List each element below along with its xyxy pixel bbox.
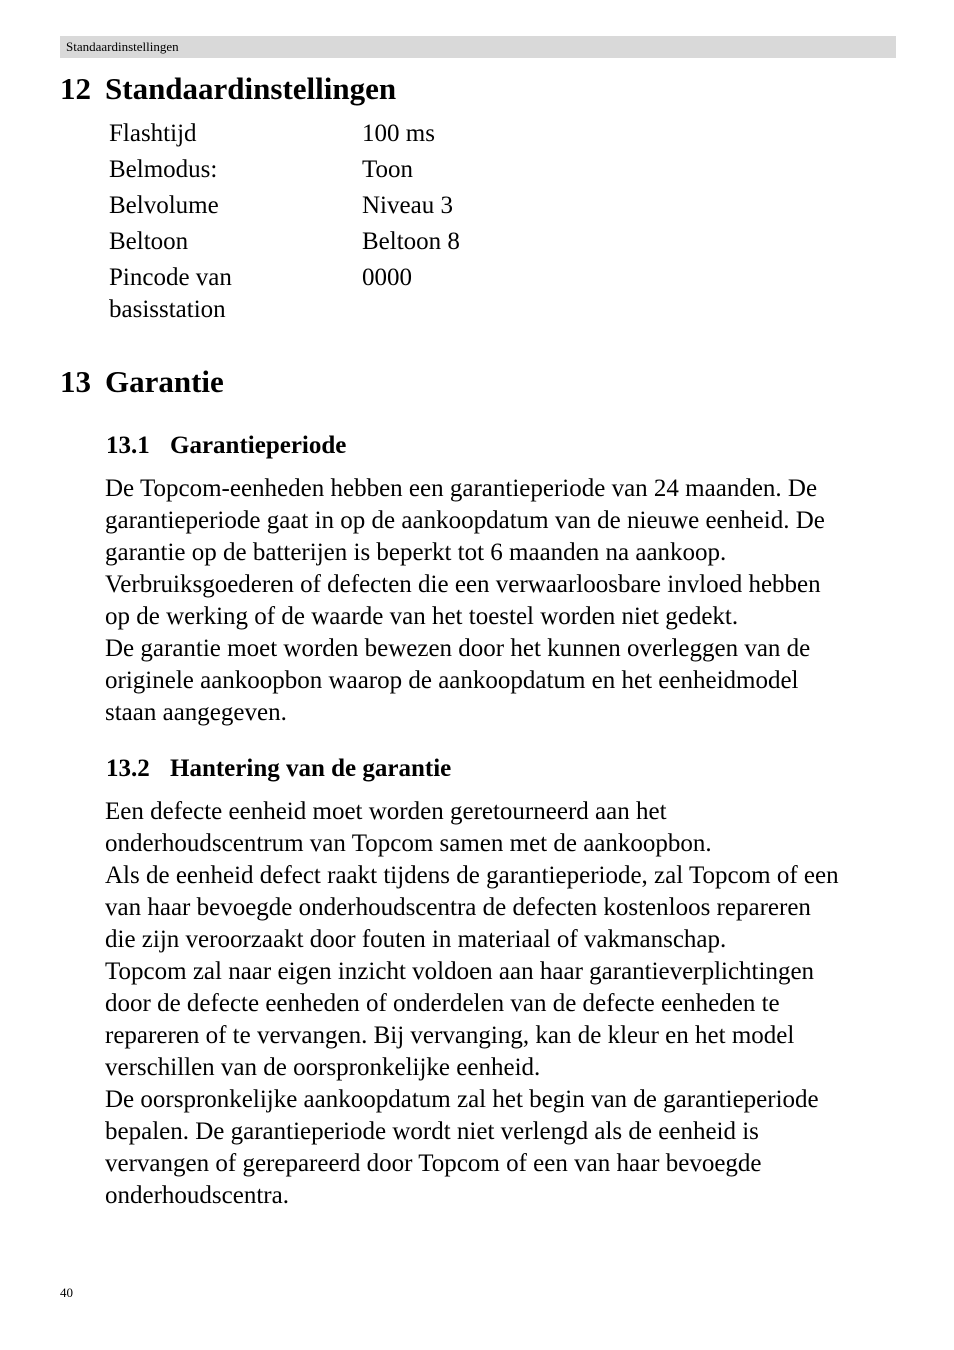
- text-line: Verbruiksgoederen of defecten die een verwaarloosbare invloed hebben: [105, 571, 821, 598]
- text-line: De garantie moet worden bewezen door het kunnen overleggen van de: [105, 635, 811, 662]
- warranty-period-paragraph: [105, 473, 905, 729]
- setting-value: Niveau 3: [362, 192, 453, 219]
- text-line: garantieperiode gaat in op de aankoopdatum van de nieuwe eenheid. De: [105, 507, 825, 534]
- setting-value: Beltoon 8: [362, 228, 460, 255]
- warranty-handling-paragraph: [105, 796, 905, 1212]
- text-line: door de defecte eenheden of onderdelen van de defecte eenheden te: [105, 990, 780, 1017]
- subsection-13-1-number: 13.1: [106, 432, 150, 459]
- setting-value: 100 ms: [362, 120, 435, 147]
- text-line: Een defecte eenheid moet worden geretourneerd aan het: [105, 798, 667, 825]
- setting-row: [109, 226, 609, 258]
- setting-label-line: Pincode van: [109, 264, 232, 291]
- text-line: van haar bevoegde onderhoudscentra de defecten kostenloos repareren: [105, 894, 811, 921]
- text-line: De oorspronkelijke aankoopdatum zal het begin van de garantieperiode: [105, 1086, 819, 1113]
- text-line: op de werking of de waarde van het toestel worden niet gedekt.: [105, 603, 739, 630]
- text-line: verschillen van de oorspronkelijke eenheid.: [105, 1054, 541, 1081]
- text-line: die zijn veroorzaakt door fouten in materiaal of vakmanschap.: [105, 926, 727, 953]
- setting-label-line: basisstation: [109, 296, 226, 323]
- setting-label: [109, 262, 362, 326]
- text-line: garantie op de batterijen is beperkt tot 6 maanden na aankoop.: [105, 539, 727, 566]
- setting-row: [109, 190, 609, 222]
- subsection-13-1-heading: [106, 431, 346, 461]
- text-line: Topcom zal naar eigen inzicht voldoen aan haar garantieverplichtingen: [105, 958, 815, 985]
- text-line: Als de eenheid defect raakt tijdens de garantieperiode, zal Topcom of een: [105, 862, 839, 889]
- setting-row: [109, 262, 609, 326]
- section-12-number: 12: [60, 71, 91, 106]
- page-number: 40: [60, 1285, 73, 1300]
- section-13-number: 13: [60, 364, 91, 399]
- subsection-13-2-heading: [106, 754, 451, 784]
- text-line: De Topcom-eenheden hebben een garantieperiode van 24 maanden. De: [105, 475, 818, 502]
- default-settings-table: [109, 118, 609, 330]
- subsection-13-2-number: 13.2: [106, 755, 150, 782]
- text-line: onderhoudscentra.: [105, 1182, 289, 1209]
- setting-label: Belvolume: [109, 192, 219, 219]
- setting-value: Toon: [362, 156, 414, 183]
- section-12-title: Standaardinstellingen: [105, 71, 397, 106]
- text-line: vervangen of gerepareerd door Topcom of een van haar bevoegde: [105, 1150, 762, 1177]
- setting-row: [109, 154, 609, 186]
- section-13-title: Garantie: [105, 364, 224, 399]
- section-13-heading: [60, 364, 224, 400]
- section-12-heading: [60, 71, 396, 107]
- setting-label: Beltoon: [109, 228, 189, 255]
- text-line: staan aangegeven.: [105, 699, 287, 726]
- running-header-title: Standaardinstellingen: [66, 39, 179, 54]
- text-line: repareren of te vervangen. Bij vervanging, kan de kleur en het model: [105, 1022, 795, 1049]
- setting-value: 0000: [362, 264, 412, 291]
- text-line: onderhoudscentrum van Topcom samen met de aankoopbon.: [105, 830, 712, 857]
- setting-label: Flashtijd: [109, 120, 197, 147]
- text-line: bepalen. De garantieperiode wordt niet verlengd als de eenheid is: [105, 1118, 759, 1145]
- running-header: [60, 36, 896, 58]
- setting-row: [109, 118, 609, 150]
- text-line: originele aankoopbon waarop de aankoopdatum en het eenheidmodel: [105, 667, 799, 694]
- subsection-13-2-title: Hantering van de garantie: [170, 755, 452, 782]
- setting-label: Belmodus:: [109, 156, 218, 183]
- subsection-13-1-title: Garantieperiode: [170, 432, 347, 459]
